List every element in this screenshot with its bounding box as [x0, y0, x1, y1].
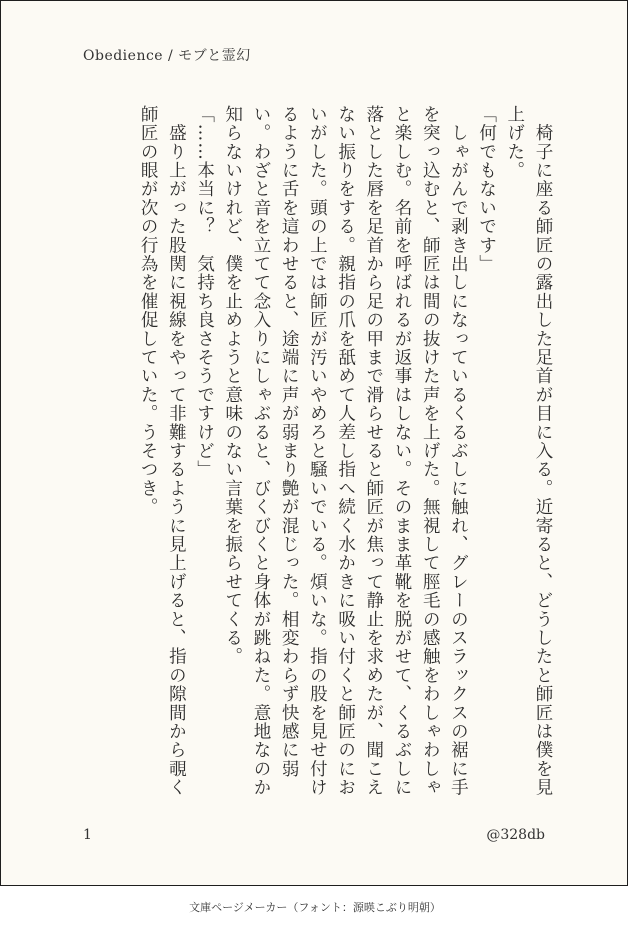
- paragraph: 「何でもないです」: [476, 105, 497, 274]
- paragraph: 「……本当に？ 気持ち良さそうですけど」: [194, 105, 215, 479]
- page-number: 1: [83, 827, 92, 843]
- vertical-body-text: [79, 105, 557, 801]
- page-header-title: Obedience / モブと霊幻: [83, 48, 251, 64]
- paragraph: しゃがんで剥き出しになっているくるぶしに触れ、グレーのスラックスの裾に手を突っ込むと、師匠は間の抜けた声を上げた。無視して脛毛の感触をわしゃわしゃと楽しむ。名前を呼ばれるが返事はしない。そのまま革靴を脱がせて、くるぶしに落とした唇を足首から足の甲まで滑らせると師匠が焦って静止を求めたが、聞こえない振りをする。親指の爪を舐めて人差し指へ続く水かきに吸い付くと師匠のにおいがした。頭の上では師匠が汚いやめろと騒いでいる。煩いな。指の股を見せ付けるように舌を這わせると、途端に声が弱まり艶が混じった。相変わらず快感に弱い。わざと音を立てて念入りにしゃぶると、びくびくと身体が跳ねた。意地なのか知らないけれど、僕を止めようと意味のない言葉を振らせてくる。: [222, 105, 469, 797]
- author-handle: @328db: [486, 827, 545, 843]
- paragraph: 盛り上がった股関に視線をやって非難するように見上げると、指の隙間から覗く師匠の眼が次の行為を催促していた。うそつき。: [138, 105, 187, 797]
- paragraph: 椅子に座る師匠の露出した足首が目に入る。近寄ると、どうしたと師匠は僕を見上げた。: [504, 105, 553, 797]
- generator-credit: 文庫ページメーカー（フォント：源暎こぶり明朝）: [189, 901, 441, 914]
